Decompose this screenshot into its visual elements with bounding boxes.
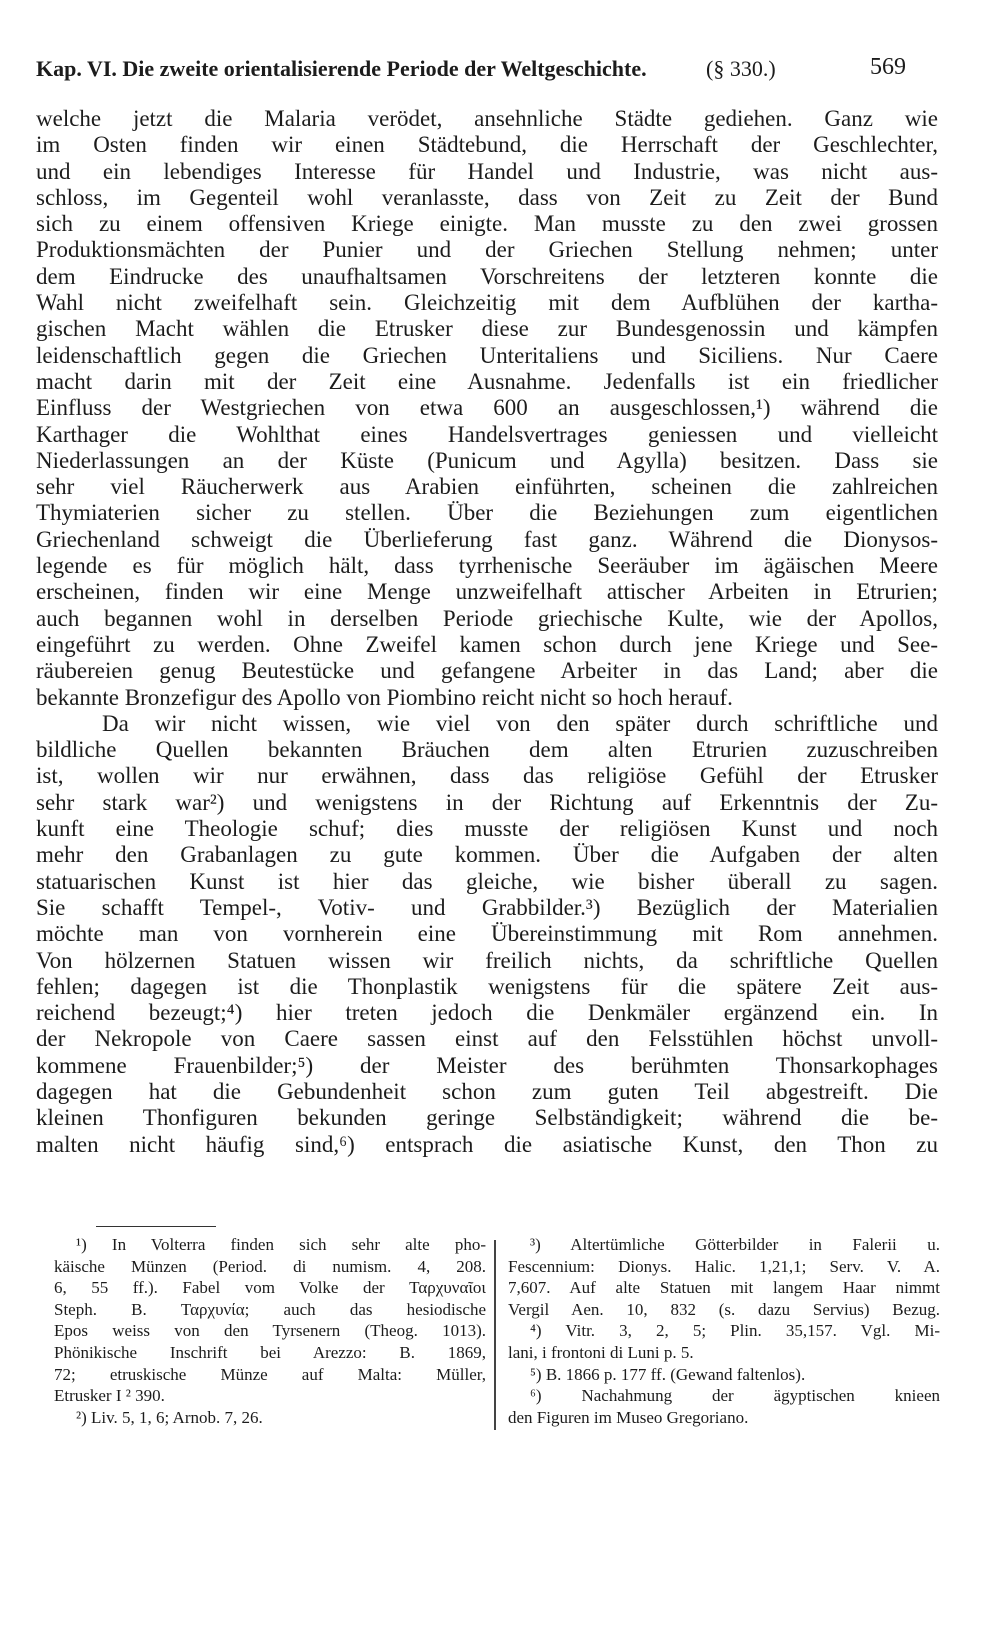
text-line: Karthager die Wohlthat eines Handelsvertrages geniessen und vielleicht bbox=[36, 421, 938, 447]
footnote-line: 7,607. Auf alte Statuen mit langem Haar nimmt bbox=[508, 1278, 940, 1298]
text-line: mehr den Grabanlagen zu gute kommen. Über die Aufgaben der alten bbox=[36, 842, 938, 868]
text-line: Einfluss der Westgriechen von etwa 600 an ausgeschlossen,¹) während die bbox=[36, 395, 938, 421]
text-line: ist, wollen wir nur erwähnen, dass das religiöse Gefühl der Etrusker bbox=[36, 763, 938, 789]
text-line: leidenschaftlich gegen die Griechen Unteritaliens und Siciliens. Nur Caere bbox=[36, 342, 938, 368]
text-line: dagegen hat die Gebundenheit schon zum guten Teil abgestreift. Die bbox=[36, 1078, 938, 1104]
text-line: welche jetzt die Malaria verödet, ansehnliche Städte gediehen. Ganz wie bbox=[36, 106, 938, 131]
footnote-line: Steph. B. Ταρχυνία; auch das hesiodische bbox=[54, 1299, 486, 1319]
text-line: erscheinen, finden wir eine Menge unzweifelhaft attischer Arbeiten in Etrurien; bbox=[36, 579, 938, 605]
footnotes-right-column bbox=[508, 1234, 940, 1428]
text-line: und ein lebendiges Interesse für Handel und Industrie, was nicht aus- bbox=[36, 158, 938, 184]
text-line: auch begannen wohl in derselben Periode griechische Kulte, wie der Apollos, bbox=[36, 605, 938, 631]
footnote-rule bbox=[96, 1226, 216, 1227]
footnote-line: den Figuren im Museo Gregoriano. bbox=[508, 1407, 749, 1427]
footnote-line: Etrusker I ² 390. bbox=[54, 1386, 165, 1406]
footnote-line: ¹) In Volterra finden sich sehr alte pho- bbox=[76, 1235, 486, 1254]
text-line: Von hölzernen Statuen wissen wir freilich nichts, da schriftliche Quellen bbox=[36, 947, 938, 973]
text-line: macht darin mit der Zeit eine Ausnahme. Jedenfalls ist ein friedlicher bbox=[36, 368, 938, 394]
text-line: möchte man von vornherein eine Übereinstimmung mit Rom annehmen. bbox=[36, 921, 938, 947]
text-line: schloss, im Gegenteil wohl veranlasste, dass von Zeit zu Zeit der Bund bbox=[36, 184, 938, 210]
text-line: sich zu einem offensiven Kriege einigte. Man musste zu den zwei grossen bbox=[36, 211, 938, 237]
chapter-title: Kap. VI. Die zweite orientalisierende Periode der Weltgeschichte. bbox=[36, 56, 647, 81]
footnote-line: ⁵) B. 1866 p. 177 ff. (Gewand faltenlos). bbox=[530, 1364, 806, 1384]
text-line: kommene Frauenbilder;⁵) der Meister des berühmten Thonsarkophages bbox=[36, 1052, 938, 1078]
text-line: dem Eindrucke des unaufhaltsamen Vorschreitens der letzteren konnte die bbox=[36, 263, 938, 289]
text-line: Thymiaterien sicher zu stellen. Über die Beziehungen zum eigentlichen bbox=[36, 500, 938, 526]
text-line: fehlen; dagegen ist die Thonplastik wenigstens für die spätere Zeit aus- bbox=[36, 973, 938, 999]
text-line: kunft eine Theologie schuf; dies musste der religiösen Kunst und noch bbox=[36, 816, 938, 842]
text-line: malten nicht häufig sind,⁶) entsprach die asiatische Kunst, den Thon zu bbox=[36, 1131, 938, 1157]
footnote-line: käische Münzen (Period. di numism. 4, 208. bbox=[54, 1256, 486, 1276]
text-line: gischen Macht wählen die Etrusker diese zur Bundesgenossin und kämpfen bbox=[36, 316, 938, 342]
text-line: der Nekropole von Caere sassen einst auf den Felsstühlen höchst unvoll- bbox=[36, 1026, 938, 1052]
footnotes-left-column bbox=[54, 1234, 486, 1428]
text-line: im Osten finden wir einen Städtebund, die Herrschaft der Geschlechter, bbox=[36, 132, 938, 158]
text-line: bildliche Quellen bekannten Bräuchen dem alten Etrurien zuzuschreiben bbox=[36, 737, 938, 763]
page-number: 569 bbox=[870, 54, 906, 80]
text-line: reichend bezeugt;⁴) hier treten jedoch die Denkmäler ergänzend ein. In bbox=[36, 1000, 938, 1026]
footnote-line: ³) Altertümliche Götterbilder in Falerii u. bbox=[530, 1235, 940, 1254]
text-line: Da wir nicht wissen, wie viel von den später durch schriftliche und bbox=[102, 710, 938, 736]
footnote-line: Vergil Aen. 10, 832 (s. dazu Servius) Bezug. bbox=[508, 1299, 940, 1319]
text-line: legende es für möglich hält, dass tyrrhenische Seeräuber im ägäischen Meere bbox=[36, 553, 938, 579]
section-number: (§ 330.) bbox=[706, 56, 776, 81]
text-line: Griechenland schweigt die Überlieferung fast ganz. Während die Dionysos- bbox=[36, 526, 938, 552]
footnote-line: Fescennium: Dionys. Halic. 1,21,1; Serv. V. A. bbox=[508, 1256, 940, 1276]
text-line: Sie schafft Tempel-, Votiv- und Grabbilder.³) Bezüglich der Materialien bbox=[36, 894, 938, 920]
footnote-line: ⁴) Vitr. 3, 2, 5; Plin. 35,157. Vgl. Mi- bbox=[530, 1321, 940, 1341]
running-header bbox=[36, 50, 906, 84]
text-line: Wahl nicht zweifelhaft sein. Gleichzeitig mit dem Aufblühen der kartha- bbox=[36, 290, 938, 316]
footnote-line: Phönikische Inschrift bei Arezzo: B. 1869, bbox=[54, 1342, 486, 1362]
footnote-line: ²) Liv. 5, 1, 6; Arnob. 7, 26. bbox=[76, 1407, 263, 1427]
text-line: sehr viel Räucherwerk aus Arabien einführten, scheinen die zahlreichen bbox=[36, 474, 938, 500]
text-line: eingeführt zu werden. Ohne Zweifel kamen schon durch jene Kriege und See- bbox=[36, 631, 938, 657]
main-text bbox=[36, 106, 938, 1358]
footnote-line: Epos weiss von den Tyrsenern (Theog. 1013). bbox=[54, 1321, 486, 1341]
text-line: bekannte Bronzefigur des Apollo von Piombino reicht nicht so hoch herauf. bbox=[36, 684, 733, 710]
text-line: Niederlassungen an der Küste (Punicum und Agylla) besitzen. Dass sie bbox=[36, 447, 938, 473]
footnote-line: 72; etruskische Münze auf Malta: Müller, bbox=[54, 1364, 486, 1384]
text-line: räubereien genug Beutestücke und gefangene Arbeiter in das Land; aber die bbox=[36, 658, 938, 684]
text-line: kleinen Thonfiguren bekunden geringe Selbständigkeit; während die be- bbox=[36, 1105, 938, 1131]
footnote-line: ⁶) Nachahmung der ägyptischen knieen bbox=[530, 1386, 940, 1406]
footnote-line: lani, i frontoni di Luni p. 5. bbox=[508, 1342, 694, 1362]
footnote-line: 6, 55 ff.). Fabel vom Volke der Ταρχυναῖοι bbox=[54, 1278, 486, 1298]
text-line: statuarischen Kunst ist hier das gleiche, wie bisher überall zu sagen. bbox=[36, 868, 938, 894]
text-line: Produktionsmächten der Punier und der Griechen Stellung nehmen; unter bbox=[36, 237, 938, 263]
text-line: sehr stark war²) und wenigstens in der Richtung auf Erkenntnis der Zu- bbox=[36, 789, 938, 815]
